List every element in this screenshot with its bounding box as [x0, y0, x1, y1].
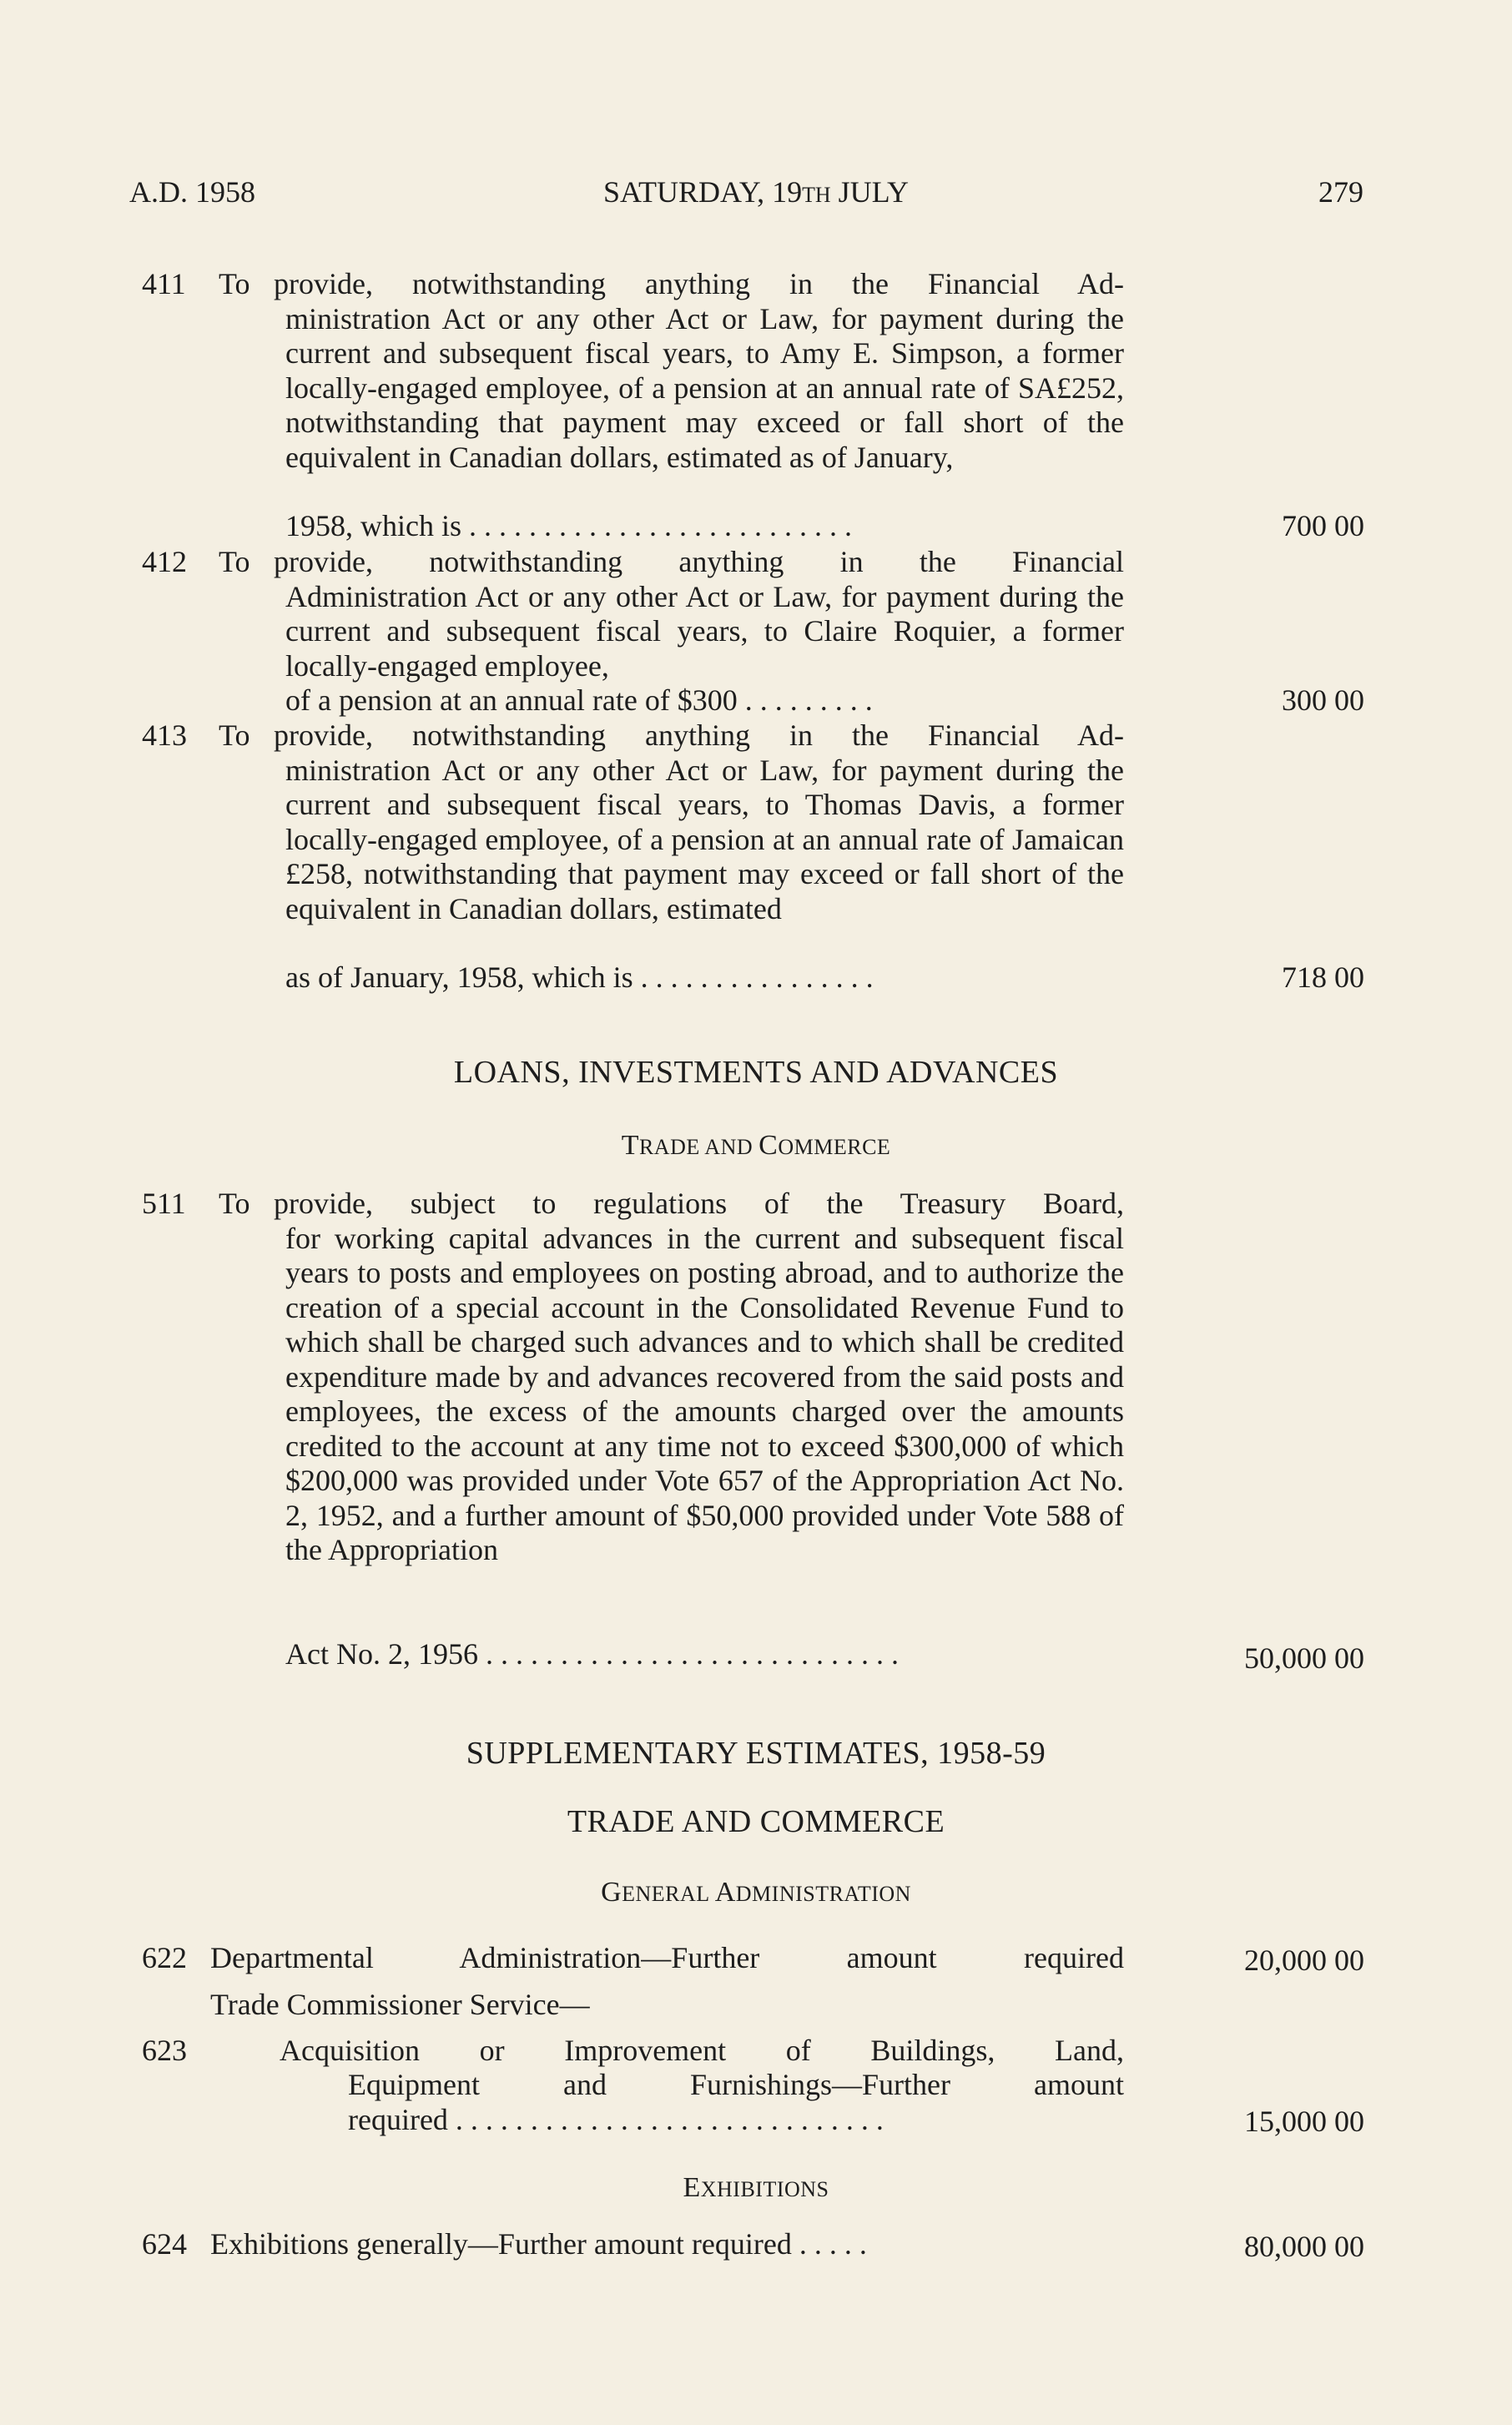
vote-number: 511	[142, 1187, 186, 1220]
page-number: 279	[1318, 175, 1363, 209]
vote-624-text: Exhibitions generally—Further amount required . . . . .	[210, 2227, 867, 2261]
vote-amount: 50,000 00	[1244, 1641, 1364, 1675]
section-title-supplementary: SUPPLEMENTARY ESTIMATES, 1958-59	[466, 1736, 1046, 1771]
subsection-general-administration: GENERAL ADMINISTRATION	[601, 1877, 911, 1908]
vote-623-amount: 15,000 00	[1244, 2105, 1364, 2138]
vote-body: Administration Act or any other Act or Law, for payment during the current and subsequent fiscal years, to Claire Roquier, a former locally-engaged employee,	[285, 579, 1124, 683]
section-subtitle-trade: TRADE AND COMMERCE	[621, 1130, 891, 1161]
vote-622-text: Departmental Administration—Further amount required	[210, 1941, 1124, 1974]
vote-623-line1: Acquisition or Improvement of Buildings, Land,	[280, 2034, 1124, 2067]
vote-622-amount: 20,000 00	[1244, 1944, 1364, 1977]
vote-first-line	[274, 267, 1124, 302]
subsection-exhibitions: EXHIBITIONS	[683, 2172, 829, 2203]
vote-lead: To	[219, 1187, 250, 1220]
vote-body: for working capital advances in the current and subsequent fiscal years to posts and employees on posting abroad, and to authorize the creation of a special account in the Consolidated Revenue Fund to which shall be charged such advances and to which shall be credited expenditure made by and advances recovered from the said posts and employees, the excess of the amounts charged over the amounts credited to the account at any time not to exceed $300,000 of which $200,000 was provided under Vote 657 of the Appropriation Act No. 2, 1952, and a further amount of $50,000 provided under Vote 588 of the Appropriation	[285, 1221, 1124, 1566]
vote-number: 412	[142, 545, 187, 578]
vote-last-line: 1958, which is . . . . . . . . . . . . . . . . . . . . . . . . . .	[285, 509, 852, 542]
vote-last-line: of a pension at an annual rate of $300 . . . . . . . . .	[285, 683, 873, 717]
vote-number: 411	[142, 267, 186, 300]
vote-lead: To	[219, 267, 250, 300]
vote-amount: 718 00	[1282, 960, 1364, 994]
vote-last-line: Act No. 2, 1956 . . . . . . . . . . . . . . . . . . . . . . . . . . . .	[285, 1637, 899, 1671]
vote-first-line	[274, 718, 1124, 754]
vote-623-number: 623	[142, 2034, 187, 2067]
vote-first-text: provide, notwithstanding anything in the Financial Ad-	[274, 718, 1124, 752]
vote-last-line: as of January, 1958, which is . . . . . . . . . . . . . . . .	[285, 960, 874, 994]
header-day: SATURDAY, 19TH JULY	[602, 175, 910, 209]
vote-first-text: provide, notwithstanding anything in the Financial Ad-	[274, 267, 1124, 300]
vote-body: ministration Act or any other Act or Law, for payment during the current and subsequent fiscal years, to Amy E. Simpson, a former locally-engaged employee, of a pension at an annual rate of SA£252, notwithstanding that payment may exceed or fall short of the equivalent in Canadian dollars, estimated as of January,	[285, 301, 1124, 474]
vote-number: 413	[142, 718, 187, 752]
header-date: A.D. 1958	[129, 175, 255, 209]
section-title-loans: LOANS, INVESTMENTS AND ADVANCES	[453, 1055, 1059, 1090]
vote-624-amount: 80,000 00	[1244, 2230, 1364, 2263]
vote-623-line2: Equipment and Furnishings—Further amount	[348, 2068, 1124, 2101]
department-title: TRADE AND COMMERCE	[567, 1804, 945, 1839]
vote-622-number: 622	[142, 1941, 187, 1974]
trade-commissioner-heading: Trade Commissioner Service—	[210, 1988, 590, 2021]
vote-first-text: provide, notwithstanding anything in the Financial	[274, 545, 1124, 578]
vote-623-line3: required . . . . . . . . . . . . . . . . . . . . . . . . . . . . .	[348, 2103, 884, 2136]
vote-first-text: provide, subject to regulations of the Treasury Board,	[274, 1187, 1124, 1220]
vote-amount: 300 00	[1282, 683, 1364, 717]
vote-first-line	[274, 545, 1124, 580]
vote-lead: To	[219, 718, 250, 752]
vote-first-line	[274, 1187, 1124, 1222]
vote-amount: 700 00	[1282, 509, 1364, 542]
vote-lead: To	[219, 545, 250, 578]
vote-body: ministration Act or any other Act or Law, for payment during the current and subsequent fiscal years, to Thomas Davis, a former locally-engaged employee, of a pension at an annual rate of Jamaican £258, notwithstanding that payment may exceed or fall short of the equivalent in Canadian dollars, estimated	[285, 753, 1124, 925]
vote-624-number: 624	[142, 2227, 187, 2261]
